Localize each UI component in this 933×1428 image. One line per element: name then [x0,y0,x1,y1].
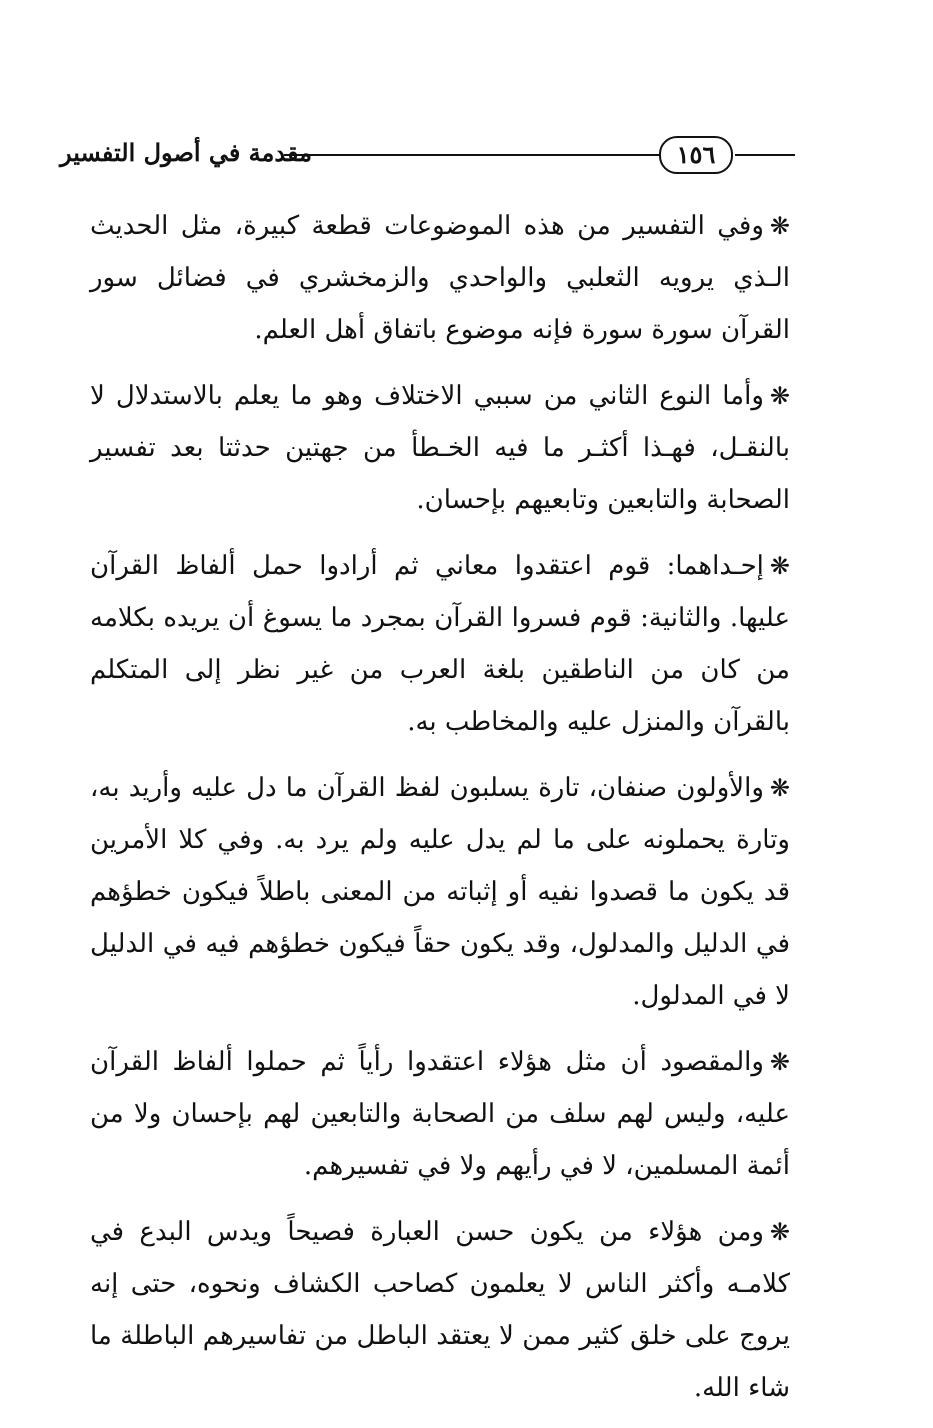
paragraph [90,762,790,1022]
header-rule-middle [284,154,659,156]
paragraph-star-icon: ❋ [769,1048,790,1076]
paragraph-star-icon: ❋ [769,382,790,410]
paragraph-text: والمقصود أن مثل هؤلاء اعتقدوا رأياً ثم حملوا ألفاظ القرآن عليه، وليس لهم سلف من الصحابة والتابعين لهم بإحسان ولا من أئمة المسلمين، لا في رأيهم ولا في تفسيرهم. [90,1047,790,1181]
paragraph [90,370,790,526]
page-number: ١٥٦ [659,136,733,174]
page-header [60,128,795,188]
paragraph [90,1206,790,1414]
paragraph-text: والأولون صنفان، تارة يسلبون لفظ القرآن ما دل عليه وأريد به، وتارة يحملونه على ما لم يدل عليه ولم يرد به. وفي كلا الأمرين قد يكون ما قصدوا نفيه أو إثباته من المعنى باطلاً فيكون خطؤهم في الدليل والمدلول، وقد يكون حقاً فيكون خطؤهم فيه في الدليل لا في المدلول. [90,773,790,1011]
paragraph-text: وفي التفسير من هذه الموضوعات قطعة كبيرة، مثل الحديث الـذي يرويه الثعلبي والواحدي والزمخشري في فضائل سور القرآن سورة سورة فإنه موضوع باتفاق أهل العلم. [90,211,790,345]
paragraph [90,200,790,356]
paragraph [90,1036,790,1192]
paragraph-star-icon: ❋ [769,774,790,802]
running-title: مقدمة في أصول التفسير [60,138,312,167]
paragraph-text: ومن هؤلاء من يكون حسن العبارة فصيحاً ويدس البدع في كلامـه وأكثر الناس لا يعلمون كصاحب الكشاف ونحوه، حتى إنه يروج على خلق كثير ممن لا يعتقد الباطل من تفاسيرهم الباطلة ما شاء الله. [90,1217,790,1403]
paragraph [90,540,790,748]
paragraph-text: وأما النوع الثاني من سببي الاختلاف وهو ما يعلم بالاستدلال لا بالنقـل، فهـذا أكثـر ما فيه الخـطأ من جهتين حدثتا بعد تفسير الصحابة والتابعين وتابعيهم بإحسان. [90,381,790,515]
page-body [90,200,790,1428]
header-rule-right [735,154,795,156]
paragraph-text: إحـداهما: قوم اعتقدوا معاني ثم أرادوا حمل ألفاظ القرآن عليها. والثانية: قوم فسروا القرآن بمجرد ما يسوغ أن يريده بكلامه من كان من الناطقين بلغة العرب من غير نظر إلى المتكلم بالقرآن والمنزل عليه والمخاطب به. [90,551,790,737]
paragraph-star-icon: ❋ [769,552,790,580]
paragraph-star-icon: ❋ [769,1218,790,1246]
paragraph-star-icon: ❋ [769,212,790,240]
